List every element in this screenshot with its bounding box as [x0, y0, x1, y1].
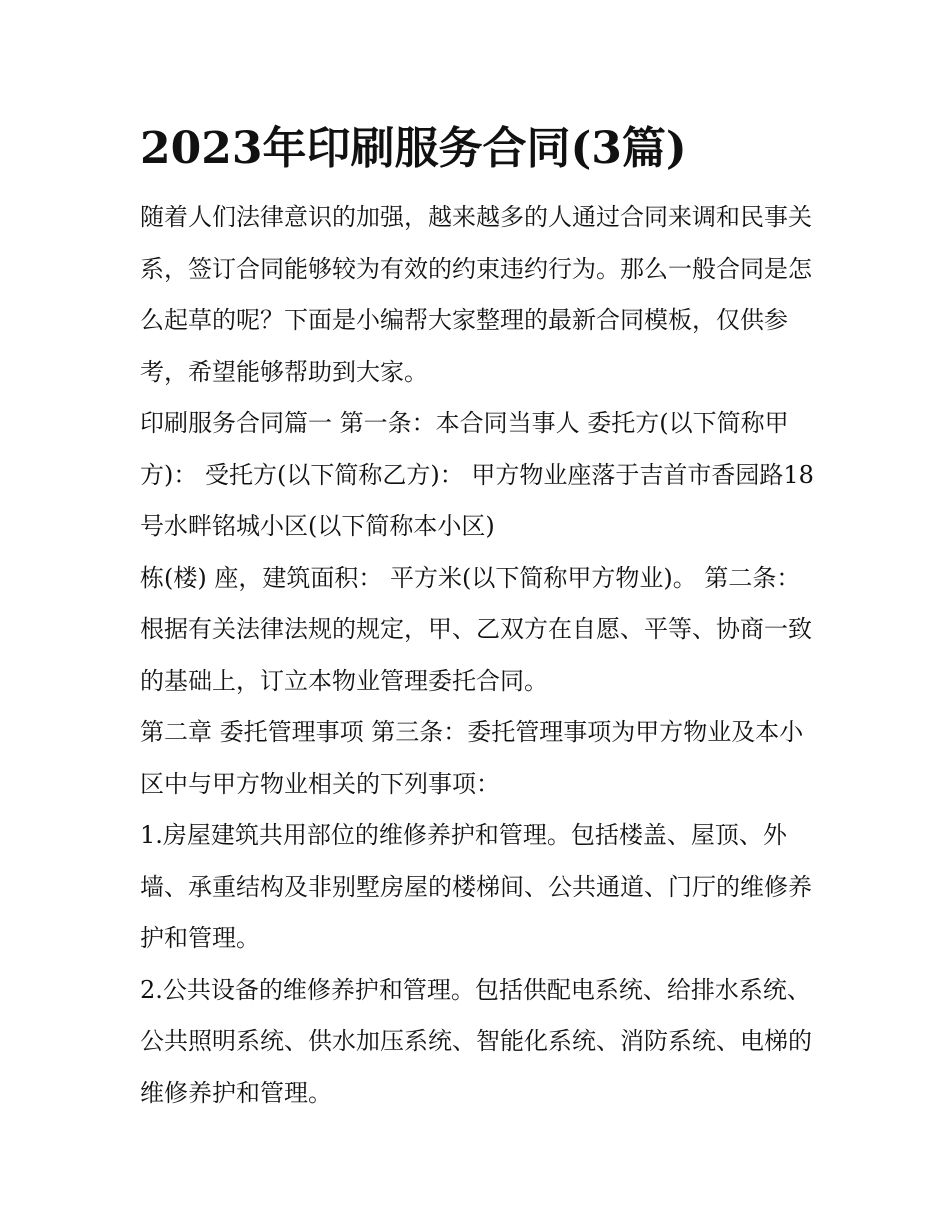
paragraph-chapter-2: 第二章 委托管理事项 第三条：委托管理事项为甲方物业及本小区中与甲方物业相关的下列事项： — [140, 718, 804, 798]
paragraph-item-2: 2.公共设备的维修养护和管理。包括供配电系统、给排水系统、公共照明系统、供水加压系统、智能化系统、消防系统、电梯的维修养护和管理。 — [140, 975, 812, 1107]
paragraph-article-2: 栋(楼) 座，建筑面积： 平方米(以下简称甲方物业)。 第二条：根据有关法律法规的规定，甲、乙双方在自愿、平等、协商一致的基础上，订立本物业管理委托合同。 — [140, 563, 812, 695]
paragraph-item-1: 1.房屋建筑共用部位的维修养护和管理。包括楼盖、屋顶、外墙、承重结构及非别墅房屋的楼梯间、公共通道、门厅的维修养护和管理。 — [140, 821, 812, 952]
paragraph-intro: 随着人们法律意识的加强，越来越多的人通过合同来调和民事关系，签订合同能够较为有效的约束违约行为。那么一般合同是怎么起草的呢？下面是小编帮大家整理的最新合同模板，仅供参考，希望能够帮助到大家。 — [140, 203, 812, 386]
document-body — [140, 118, 820, 1119]
paragraph-article-1: 印刷服务合同篇一 第一条：本合同当事人 委托方(以下简称甲方)： 受托方(以下简称乙方)： 甲方物业座落于吉首市香园路18号水畔铭城小区(以下简称本小区) — [140, 409, 814, 540]
document-title: 2023年印刷服务合同(3篇) — [140, 123, 687, 174]
